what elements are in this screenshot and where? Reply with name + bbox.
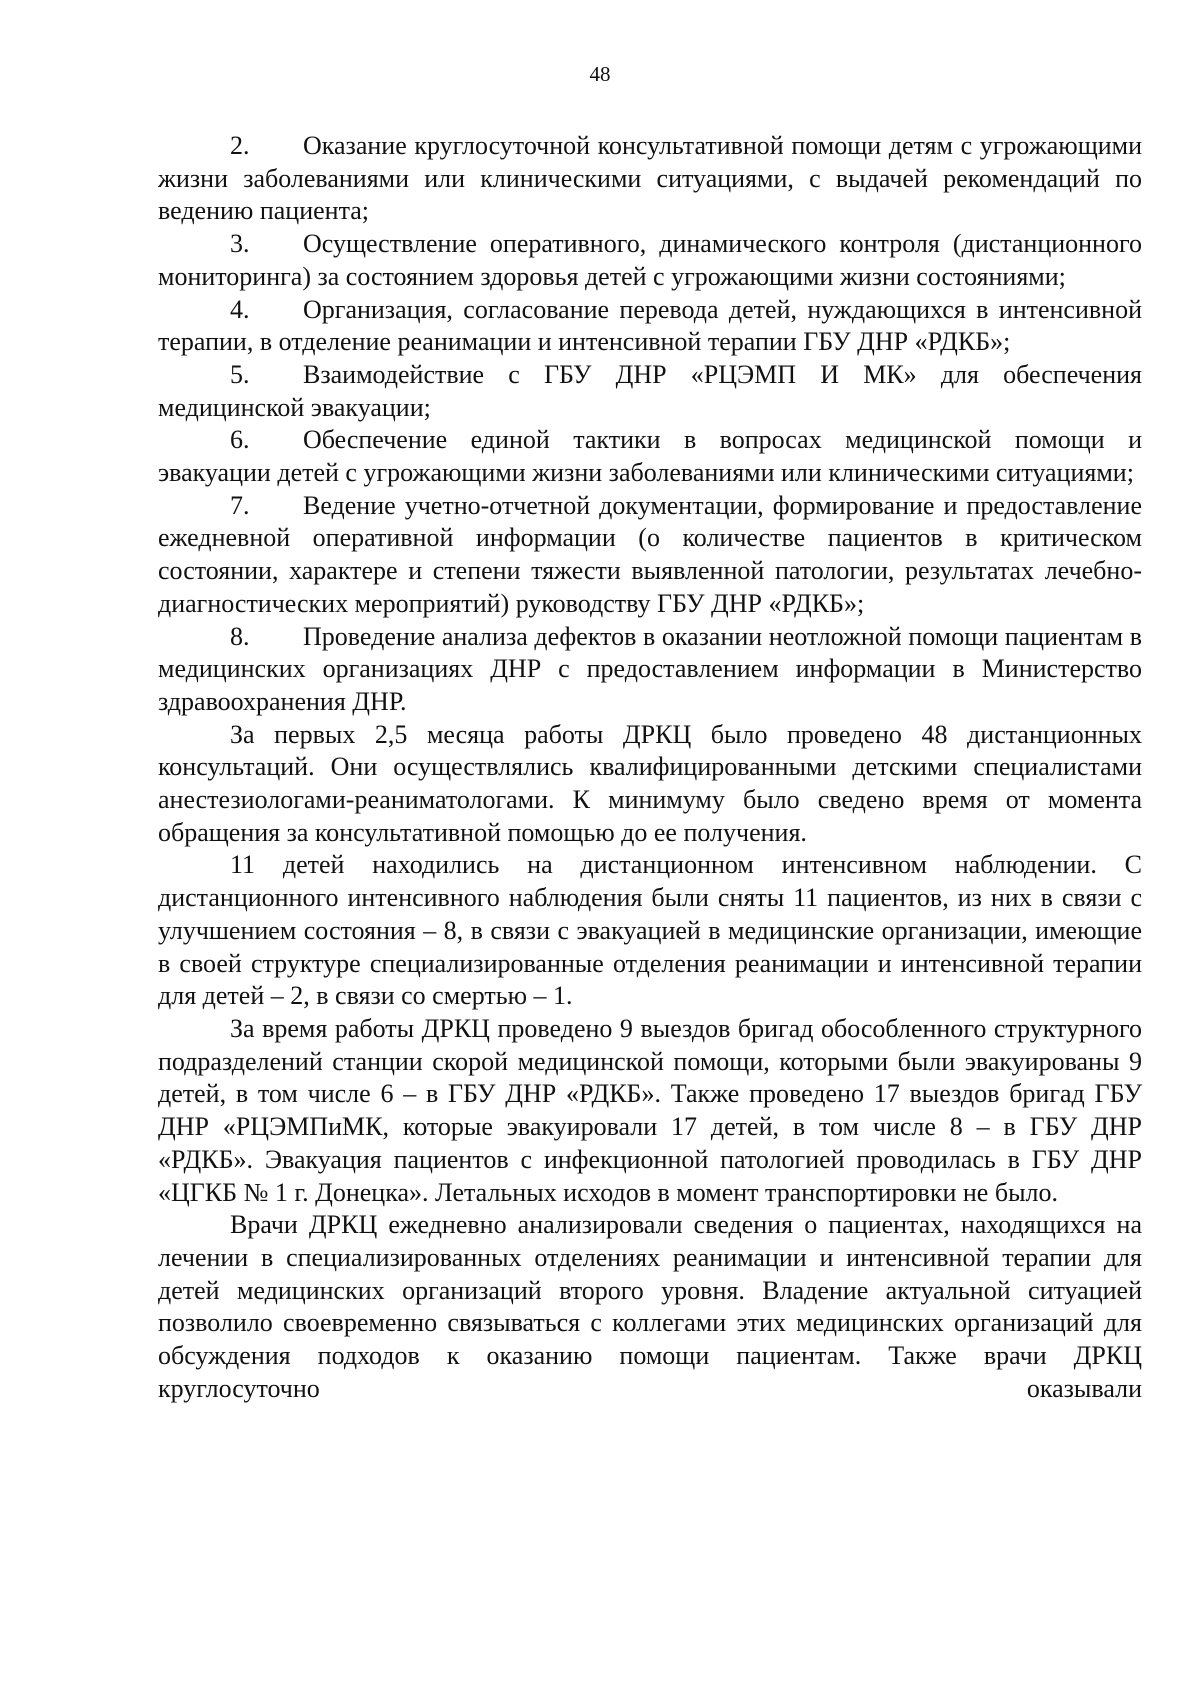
list-item-number: 6. xyxy=(230,425,250,455)
list-item-number: 2. xyxy=(230,131,250,160)
list-item-text: Взаимодействие с ГБУ ДНР «РЦЭМП И МК» для обеспечения медицинской эвакуации; xyxy=(158,359,1142,422)
list-item xyxy=(158,490,1142,621)
list-item-text: Осуществление оперативного, динамического контроля (дистанционного мониторинга) за состоянием здоровья детей с угрожающими жизни состояниями; xyxy=(158,229,1142,291)
list-item xyxy=(158,228,1142,293)
list-item-number: 8. xyxy=(230,621,250,651)
list-item xyxy=(158,359,1142,424)
list-item-number: 5. xyxy=(230,359,250,389)
list-item xyxy=(158,294,1142,359)
list-item-text: Обеспечение единой тактики в вопросах медицинской помощи и эвакуации детей с угрожающими жизни заболеваниями или клиническими ситуациями; xyxy=(158,425,1142,488)
list-item-number: 3. xyxy=(230,229,250,259)
paragraph-monitoring: 11 детей находились на дистанционном интенсивном наблюдении. С дистанционного интенсивного наблюдения были сняты 11 пациентов, из них в связи с улучшением состояния – 8, в связи с эвакуацией в медицинские организации, имеющие в своей структуре специализированные отделения реанимации и интенсивной терапии для детей – 2, в связи со смертью – 1. xyxy=(158,850,1142,1011)
list-item-text: Проведение анализа дефектов в оказании неотложной помощи пациентам в медицинских организациях ДНР с предоставлением информации в Министерство здравоохранения ДНР. xyxy=(158,621,1142,716)
list-item xyxy=(158,130,1142,228)
paragraph-consultations: За первых 2,5 месяца работы ДРКЦ было проведено 48 дистанционных консультаций. Они осуществлялись квалифицированными детскими специалистами анестезиологами-реаниматологами. К минимуму было сведено время от момента обращения за консультативной помощью до ее получения. xyxy=(158,719,1142,847)
list-item xyxy=(158,424,1142,489)
list-item-number: 4. xyxy=(230,294,250,324)
list-item xyxy=(158,621,1142,719)
paragraph-evacuations: За время работы ДРКЦ проведено 9 выездов бригад обособленного структурного подразделений станции скорой медицинской помощи, которыми были эвакуированы 9 детей, в том числе 6 – в ГБУ ДНР «РДКБ». Также проведено 17 выездов бригад ГБУ ДНР «РЦЭМПиМК, которые эвакуировали 17 детей, в том числе 8 – в ГБУ ДНР «РДКБ». Эвакуация пациентов с инфекционной патологией проводилась в ГБУ ДНР «ЦГКБ № 1 г. Донецка». Летальных исходов в момент транспортировки не было. xyxy=(158,1013,1142,1207)
paragraph-analysis: Врачи ДРКЦ ежедневно анализировали сведения о пациентах, находящихся на лечении в специализированных отделениях реанимации и интенсивной терапии для детей медицинских организаций второго уровня. Владение актуальной ситуацией позволило своевременно связываться с коллегами этих медицинских организаций для обсуждения подходов к оказанию помощи пациентам. Также врачи ДРКЦ круглосуточно оказывали xyxy=(158,1210,1142,1403)
list-item-number: 7. xyxy=(230,490,250,520)
document-body xyxy=(158,130,1142,1405)
list-item-text: Организация, согласование перевода детей, нуждающихся в интенсивной терапии, в отделение реанимации и интенсивной терапии ГБУ ДНР «РДКБ»; xyxy=(158,294,1142,357)
page-number: 48 xyxy=(589,62,611,86)
list-item-text: Ведение учетно-отчетной документации, формирование и предоставление ежедневной оперативной информации (о количестве пациентов в критическом состоянии, характере и степени тяжести выявленной патологии, результатах лечебно-диагностических мероприятий) руководству ГБУ ДНР «РДКБ»; xyxy=(158,490,1142,618)
list-item-text: Оказание круглосуточной консультативной помощи детям с угрожающими жизни заболеваниями или клиническими ситуациями, с выдачей рекомендаций по ведению пациента; xyxy=(158,131,1142,226)
